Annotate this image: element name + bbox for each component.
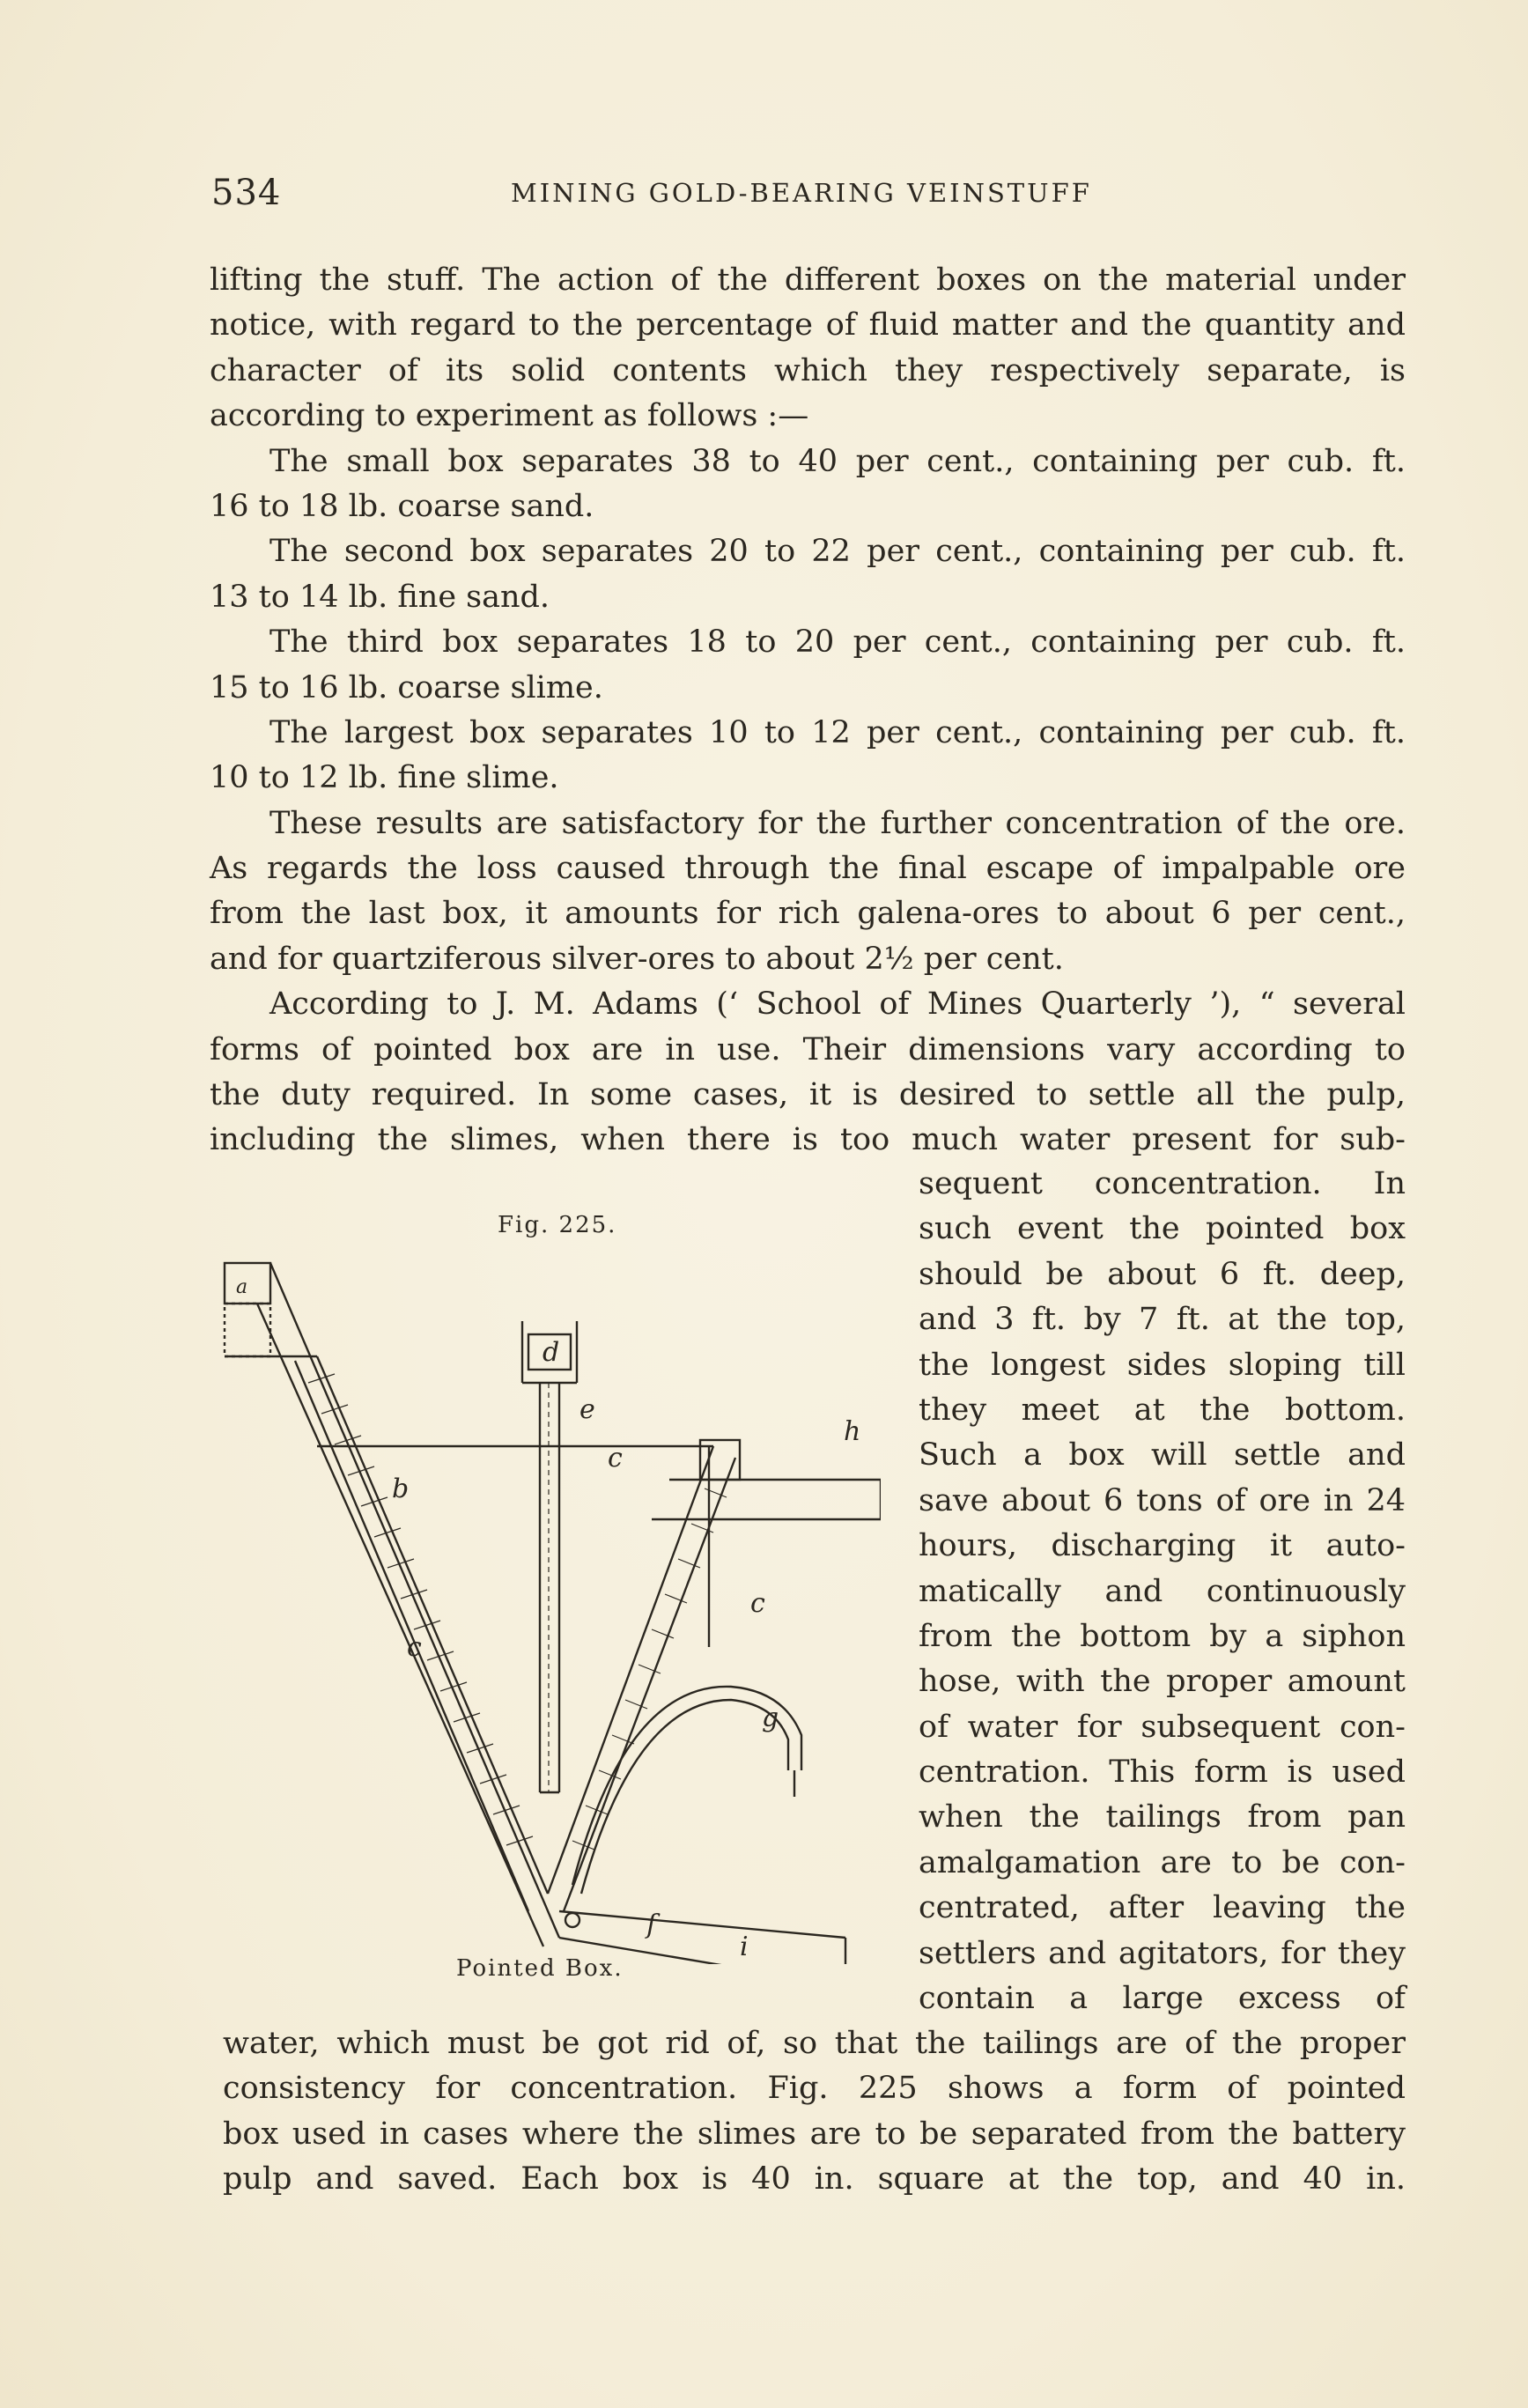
text-line: including the slimes, when there is too much water present for sub-	[210, 1122, 1406, 1158]
letter-c-left: c	[407, 1632, 422, 1663]
text-line: matically and continuously	[919, 1573, 1406, 1609]
text-line: from the bottom by a siphon	[919, 1618, 1406, 1654]
pointed-box-figure	[211, 1242, 881, 1964]
text-line: sequent concentration. In	[919, 1166, 1406, 1201]
text-line: 13 to 14 lb. fine sand.	[210, 579, 550, 615]
text-line: notice, with regard to the percentage of fluid matter and the quantity and	[210, 307, 1406, 343]
text-line: character of its solid contents which they respectively separate, is	[210, 352, 1406, 388]
text-line: lifting the stuff. The action of the different boxes on the material under	[210, 262, 1406, 298]
text-line: they meet at the bottom.	[919, 1392, 1406, 1428]
text-line: centration. This form is used	[919, 1754, 1406, 1791]
text-line: contain a large excess of	[919, 1981, 1406, 2017]
text-block-column	[919, 1162, 1406, 2021]
valve-f	[565, 1913, 579, 1927]
text-line: The second box separates 20 to 22 per cent., containing per cub. ft.	[269, 534, 1406, 570]
figure-label: Fig. 225.	[498, 1212, 617, 1238]
text-line: The third box separates 18 to 20 per cent., containing per cub. ft.	[269, 624, 1406, 661]
text-line: As regards the loss caused through the final escape of impalpable ore	[210, 851, 1406, 887]
text-line: and 3 ft. by 7 ft. at the top,	[919, 1302, 1406, 1338]
text-line: the longest sides sloping till	[919, 1347, 1406, 1383]
text-line: the duty required. In some cases, it is desired to settle all the pulp,	[210, 1077, 1406, 1113]
running-head	[211, 173, 1409, 217]
letter-g: g	[762, 1703, 779, 1733]
letter-i: i	[740, 1932, 749, 1962]
letter-h: h	[844, 1416, 861, 1447]
text-block-top	[210, 258, 1406, 1163]
text-line: and for quartziferous silver-ores to about 2½ per cent.	[210, 941, 1064, 977]
letter-c-top: c	[608, 1443, 623, 1474]
text-line: should be about 6 ft. deep,	[919, 1256, 1406, 1292]
text-line: such event the pointed box	[919, 1211, 1406, 1247]
text-line: The largest box separates 10 to 12 per cent., containing per cub. ft.	[269, 714, 1406, 750]
text-line: when the tailings from pan	[919, 1799, 1406, 1836]
text-line: forms of pointed box are in use. Their dimensions vary according to	[210, 1031, 1406, 1067]
text-line: The small box separates 38 to 40 per cent., containing per cub. ft.	[269, 443, 1406, 479]
text-line: consistency for concentration. Fig. 225 shows a form of pointed	[223, 2071, 1406, 2107]
text-line: hours, discharging it auto-	[919, 1528, 1406, 1564]
text-line: 10 to 12 lb. fine slime.	[210, 760, 559, 796]
text-line: These results are satisfactory for the further concentration of the ore.	[269, 805, 1406, 841]
running-title: MINING GOLD-BEARING VEINSTUFF	[511, 178, 1092, 208]
text-line: According to J. M. Adams (‘ School of Mines Quarterly ’), “ several	[269, 986, 1406, 1023]
letter-d: d	[543, 1337, 560, 1368]
text-line: from the last box, it amounts for rich galena-ores to about 6 per cent.,	[210, 896, 1406, 932]
letter-e: e	[579, 1394, 595, 1425]
page-number: 534	[211, 173, 282, 213]
feed-box-a-lower	[225, 1304, 270, 1356]
text-line: box used in cases where the slimes are to be separated from the battery	[223, 2116, 1406, 2152]
text-line: Such a box will settle and	[919, 1437, 1406, 1474]
figure-caption: Pointed Box.	[456, 1955, 624, 1982]
text-line: hose, with the proper amount	[919, 1664, 1406, 1700]
text-line: amalgamation are to be con-	[919, 1844, 1406, 1880]
text-line: 16 to 18 lb. coarse sand.	[210, 488, 594, 524]
text-line: water, which must be got rid of, so that the tailings are of the proper	[223, 2026, 1406, 2061]
letter-f: f	[646, 1909, 657, 1940]
text-line: save about 6 tons of ore in 24	[919, 1482, 1406, 1518]
letter-b: b	[392, 1474, 410, 1504]
text-line: pulp and saved. Each box is 40 in. square at the top, and 40 in.	[223, 2161, 1406, 2197]
text-line: settlers and agitators, for they	[919, 1935, 1406, 1971]
text-line: of water for subsequent con-	[919, 1709, 1406, 1745]
letter-a: a	[236, 1276, 248, 1298]
text-line: 15 to 16 lb. coarse slime.	[210, 669, 603, 705]
letter-c-right: c	[750, 1588, 765, 1619]
text-line: according to experiment as follows :—	[210, 398, 809, 434]
text-line: centrated, after leaving the	[919, 1890, 1406, 1926]
text-block-bottom	[223, 2021, 1406, 2203]
